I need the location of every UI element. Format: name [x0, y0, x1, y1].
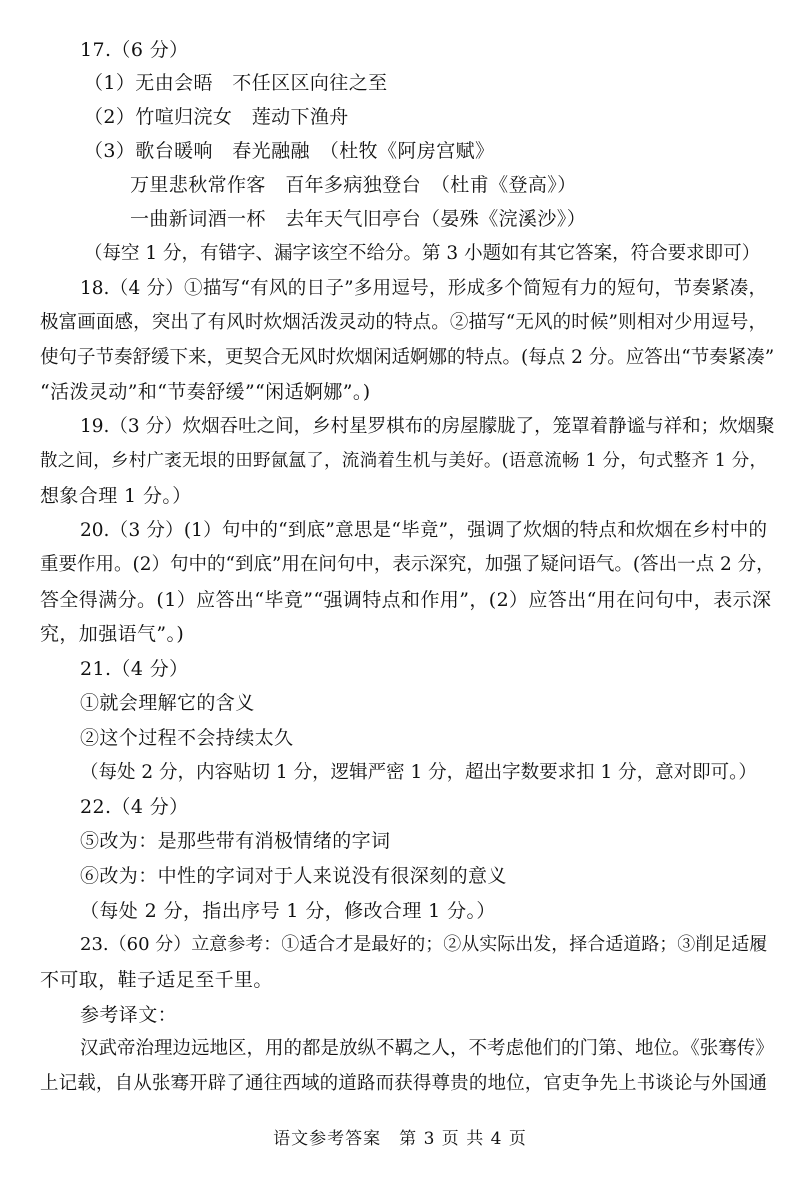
- q17-answer-3-line-3: 一曲新词酒一杯 去年天气旧亭台（晏殊《浣溪沙》）: [130, 208, 587, 230]
- q17-answer-3: （3）歌台暖响 春光融融 （杜牧《阿房宫赋》: [84, 140, 495, 162]
- q18-paragraph-line: 极富画面感，突出了有风时炊烟活泼灵动的特点。②描写“无风的时候”则相对少用逗号，: [40, 312, 767, 333]
- q20-paragraph-line: 答全得满分。(1）应答出“毕竟”“强调特点和作用”，(2）应答出“用在问句中，表示深: [40, 589, 772, 611]
- page-footer: 语文参考答案 第 3 页 共 4 页: [273, 1129, 527, 1149]
- q18-paragraph-line: “活泼灵动”和“节奏舒缓”“闲适婀娜”。): [40, 381, 371, 403]
- q20-paragraph-line: 究，加强语气”。): [40, 623, 185, 645]
- q19-paragraph-line: 散之间，乡村广袤无垠的田野氤氲了，流淌着生机与美好。(语意流畅 1 分，句式整齐 1 分，: [40, 451, 767, 471]
- question-17-heading: 17.（6 分）: [80, 39, 189, 61]
- q17-answer-1: （1）无由会晤 不任区区向往之至: [84, 72, 388, 94]
- q22-scoring-note: （每处 2 分，指出序号 1 分，修改合理 1 分。）: [80, 900, 496, 922]
- q23-paragraph-line: 23.（60 分）立意参考：①适合才是最好的；②从实际出发，择合适道路；③削足适履: [80, 934, 768, 955]
- question-21-heading: 21.（4 分）: [80, 658, 189, 680]
- q18-paragraph-line: 使句子节奏舒缓下来，更契合无风时炊烟闲适婀娜的特点。(每点 2 分。应答出“节奏紧凑”: [40, 347, 775, 368]
- q21-scoring-note: （每处 2 分，内容贴切 1 分，逻辑严密 1 分，超出字数要求扣 1 分，意对即可。）: [80, 762, 757, 783]
- translation-paragraph-line: 上记载，自从张骞开辟了通往西域的道路而获得尊贵的地位，官吏争先上书谈论与外国通: [40, 1073, 767, 1094]
- q17-scoring-note: （每空 1 分，有错字、漏字该空不给分。第 3 小题如有其它答案，符合要求即可）: [84, 243, 761, 264]
- q19-paragraph-line: 想象合理 1 分。）: [40, 485, 192, 507]
- q20-paragraph-line: 重要作用。(2）句中的“到底”用在问句中，表示深究，加强了疑问语气。(答出一点 2 分，: [40, 554, 775, 575]
- q17-answer-2: （2）竹喧归浣女 莲动下渔舟: [84, 106, 349, 128]
- q19-paragraph-line: 19.（3 分）炊烟吞吐之间，乡村星罗棋布的房屋朦胧了，笼罩着静谧与祥和；炊烟聚: [80, 416, 775, 437]
- q21-answer-1: ①就会理解它的含义: [80, 692, 255, 714]
- q17-answer-3-line-2: 万里悲秋常作客 百年多病独登台 （杜甫《登高》）: [130, 174, 577, 196]
- question-22-heading: 22.（4 分）: [80, 796, 189, 818]
- q23-paragraph-line: 不可取，鞋子适足至千里。: [40, 969, 273, 991]
- reference-translation-heading: 参考译文：: [80, 1004, 178, 1026]
- q18-paragraph-line: 18.（4 分）①描写“有风的日子”多用逗号，形成多个简短有力的短句，节奏紧凑，: [80, 278, 767, 299]
- q21-answer-2: ②这个过程不会持续太久: [80, 727, 294, 749]
- q22-answer-2: ⑥改为：中性的字词对于人来说没有很深刻的意义: [80, 865, 507, 887]
- translation-paragraph-line: 汉武帝治理边远地区，用的都是放纵不羁之人，不考虑他们的门第、地位。《张骞传》: [80, 1038, 774, 1059]
- q20-paragraph-line: 20.（3 分）(1）句中的“到底”意思是“毕竟”，强调了炊烟的特点和炊烟在乡村中的: [80, 520, 767, 541]
- q22-answer-1: ⑤改为：是那些带有消极情绪的字词: [80, 830, 391, 852]
